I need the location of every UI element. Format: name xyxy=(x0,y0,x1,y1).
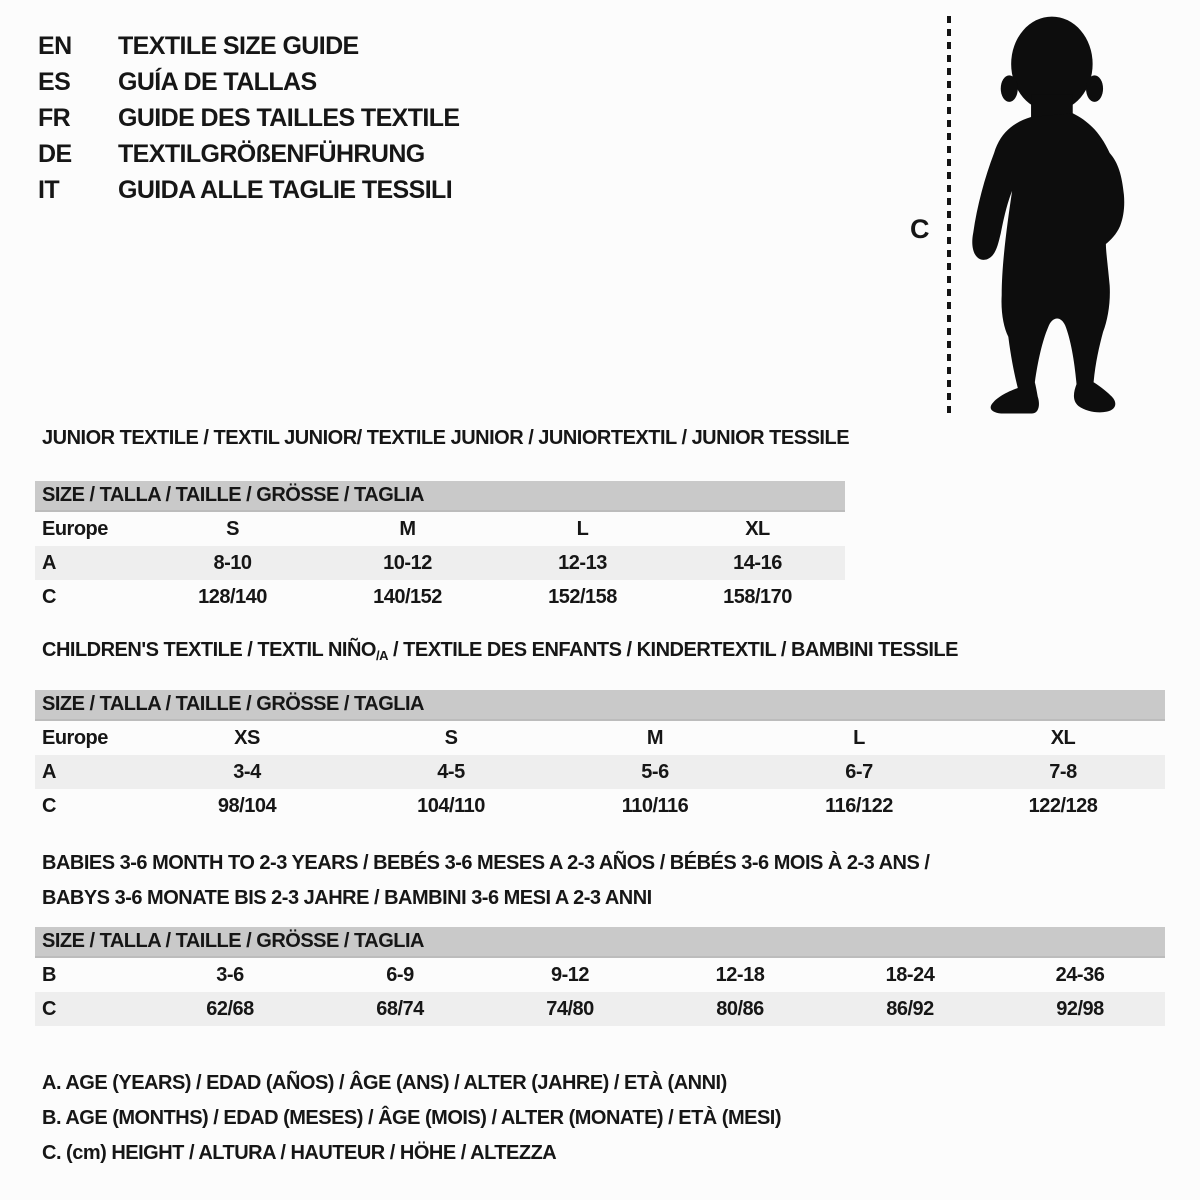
value-cell: 74/80 xyxy=(546,997,594,1020)
lang-row-de xyxy=(38,136,460,172)
height-cm-row xyxy=(35,580,845,614)
lang-title: TEXTILGRÖßENFÜHRUNG xyxy=(118,139,425,168)
region-label-cell: Europe xyxy=(42,726,108,749)
lang-row-fr xyxy=(38,100,460,136)
size-cell: M xyxy=(646,726,664,749)
value-cell: 122/128 xyxy=(1028,794,1098,817)
row-label-cell: A xyxy=(42,551,56,574)
children-section-title xyxy=(42,639,958,663)
value-cell: 24-36 xyxy=(1055,963,1105,986)
value-cell: 80/86 xyxy=(716,997,764,1020)
height-cm-row xyxy=(35,789,1165,823)
toddler-silhouette-icon xyxy=(960,13,1140,419)
sizes-row xyxy=(35,511,845,546)
row-label-cell: C xyxy=(42,997,56,1020)
lang-title: GUÍA DE TALLAS xyxy=(118,67,317,96)
value-cell: 12-18 xyxy=(715,963,765,986)
size-cell: S xyxy=(226,517,239,540)
row-label-cell: C xyxy=(42,794,56,817)
children-title-subscript: /A xyxy=(375,648,388,663)
junior-size-table xyxy=(35,481,845,614)
size-header-row xyxy=(35,927,1165,957)
lang-title: GUIDA ALLE TAGLIE TESSILI xyxy=(118,175,453,204)
value-cell: 14-16 xyxy=(733,551,782,574)
value-cell: 12-13 xyxy=(558,551,607,574)
junior-section-title: JUNIOR TEXTILE / TEXTIL JUNIOR/ TEXTILE JUNIOR / JUNIORTEXTIL / JUNIOR TESSILE xyxy=(42,427,850,449)
value-cell: 3-4 xyxy=(233,760,261,783)
size-cell: XL xyxy=(745,517,770,540)
value-cell: 6-9 xyxy=(386,963,414,986)
row-label-cell: B xyxy=(42,963,56,986)
value-cell: 128/140 xyxy=(198,585,267,608)
lang-row-en xyxy=(38,28,460,64)
row-label-cell: C xyxy=(42,585,56,608)
lang-row-it xyxy=(38,172,460,208)
height-measure-label: C xyxy=(910,214,930,244)
height-measure-dashed-line xyxy=(947,16,951,416)
babies-title-line1: BABIES 3-6 MONTH TO 2-3 YEARS / BEBÉS 3-6 MESES A 2-3 AÑOS / BÉBÉS 3-6 MOIS À 2-3 ANS / xyxy=(42,852,930,874)
height-cm-row xyxy=(35,992,1165,1026)
legend-item-c: C. (cm) HEIGHT / ALTURA / HAUTEUR / HÖHE / ALTEZZA xyxy=(42,1142,557,1164)
babies-title-line2: BABYS 3-6 MONATE BIS 2-3 JAHRE / BAMBINI 3-6 MESI A 2-3 ANNI xyxy=(42,887,652,909)
lang-code: DE xyxy=(38,139,72,168)
value-cell: 10-12 xyxy=(383,551,432,574)
value-cell: 8-10 xyxy=(213,551,252,574)
size-cell: S xyxy=(444,726,458,749)
value-cell: 68/74 xyxy=(376,997,424,1020)
region-label-cell: Europe xyxy=(42,517,108,540)
value-cell: 62/68 xyxy=(206,997,254,1020)
babies-section-title xyxy=(42,846,929,916)
value-cell: 3-6 xyxy=(216,963,244,986)
value-cell: 18-24 xyxy=(885,963,935,986)
age-months-row xyxy=(35,957,1165,992)
age-years-row xyxy=(35,546,845,580)
size-cell: XS xyxy=(234,726,260,749)
value-cell: 98/104 xyxy=(217,794,277,817)
value-cell: 9-12 xyxy=(550,963,590,986)
lang-code: IT xyxy=(38,175,60,204)
size-cell: L xyxy=(576,517,589,540)
value-cell: 6-7 xyxy=(845,760,873,783)
value-cell: 152/158 xyxy=(548,585,617,608)
size-header-band: SIZE / TALLA / TAILLE / GRÖSSE / TAGLIA xyxy=(35,481,845,511)
legend xyxy=(42,1066,781,1171)
lang-code: EN xyxy=(38,31,72,60)
children-title-part1: CHILDREN'S TEXTILE / TEXTIL NIÑO xyxy=(42,639,376,661)
language-title-list xyxy=(38,28,460,208)
size-header-row xyxy=(35,481,845,511)
size-cell: M xyxy=(399,517,416,540)
row-label-cell: A xyxy=(42,760,56,783)
lang-row-es xyxy=(38,64,460,100)
babies-size-table xyxy=(35,927,1165,1026)
value-cell: 158/170 xyxy=(723,585,792,608)
value-cell: 92/98 xyxy=(1056,997,1104,1020)
size-header-band: SIZE / TALLA / TAILLE / GRÖSSE / TAGLIA xyxy=(35,690,1165,720)
value-cell: 7-8 xyxy=(1049,760,1077,783)
value-cell: 4-5 xyxy=(437,760,465,783)
size-cell: XL xyxy=(1050,726,1076,749)
value-cell: 86/92 xyxy=(886,997,934,1020)
sizes-row xyxy=(35,720,1165,755)
value-cell: 104/110 xyxy=(417,794,485,817)
value-cell: 110/116 xyxy=(621,794,689,817)
age-years-row xyxy=(35,755,1165,789)
children-title-part2: / TEXTILE DES ENFANTS / KINDERTEXTIL / BAMBINI TESSILE xyxy=(387,639,958,661)
size-header-band: SIZE / TALLA / TAILLE / GRÖSSE / TAGLIA xyxy=(35,927,1165,957)
value-cell: 5-6 xyxy=(641,760,669,783)
value-cell: 116/122 xyxy=(825,794,893,817)
legend-item-a: A. AGE (YEARS) / EDAD (AÑOS) / ÂGE (ANS) / ALTER (JAHRE) / ETÀ (ANNI) xyxy=(42,1072,727,1094)
lang-code: ES xyxy=(38,67,71,96)
size-cell: L xyxy=(853,726,865,749)
legend-item-b: B. AGE (MONTHS) / EDAD (MESES) / ÂGE (MOIS) / ALTER (MONATE) / ETÀ (MESI) xyxy=(42,1107,782,1129)
value-cell: 140/152 xyxy=(373,585,442,608)
children-size-table xyxy=(35,690,1165,823)
lang-title: TEXTILE SIZE GUIDE xyxy=(118,31,359,60)
lang-code: FR xyxy=(38,103,71,132)
lang-title: GUIDE DES TAILLES TEXTILE xyxy=(118,103,460,132)
size-header-row xyxy=(35,690,1165,720)
